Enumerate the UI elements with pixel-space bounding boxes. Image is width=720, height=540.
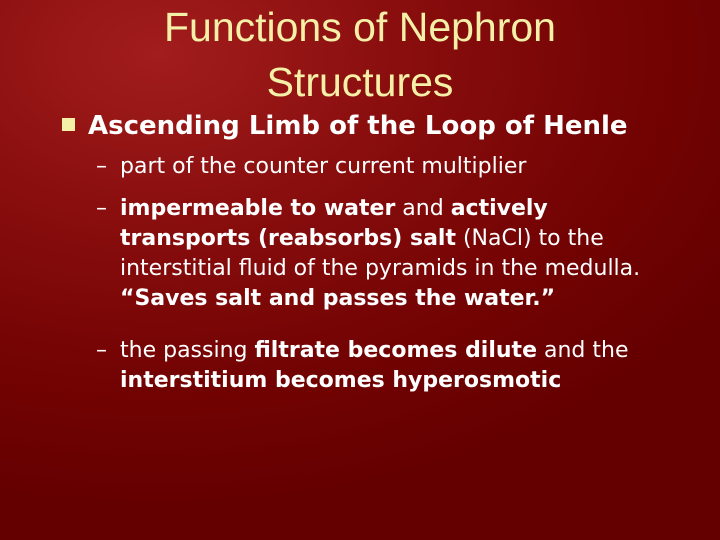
- main-bullet: [62, 108, 628, 144]
- plain-text: and: [395, 196, 451, 221]
- plain-text: the passing: [120, 338, 255, 363]
- bold-text: actively: [450, 196, 548, 221]
- sub-bullet-3: [96, 336, 706, 396]
- bold-text: transports (reabsorbs) salt: [120, 226, 456, 251]
- dash-icon: –: [96, 154, 107, 179]
- plain-text: and the: [537, 338, 629, 363]
- bold-text: impermeable to water: [120, 196, 396, 221]
- sub-bullet-2: [96, 194, 706, 314]
- main-bullet-text: Ascending Limb of the Loop of Henle: [88, 111, 628, 141]
- square-bullet-icon: [62, 118, 75, 131]
- sub-bullet-1-text: part of the counter current multiplier: [120, 154, 527, 179]
- title-line-1: Functions of Nephron: [163, 4, 556, 50]
- dash-icon: –: [96, 196, 107, 221]
- title-line-2: Structures: [266, 59, 454, 105]
- sub-bullet-3-line-2: interstitium becomes hyperosmotic: [120, 368, 562, 393]
- slide-title: [60, 0, 660, 110]
- sub-bullet-2-quote: “Saves salt and passes the water.”: [120, 286, 556, 311]
- sub-bullet-3-line-1: [96, 336, 706, 366]
- sub-bullet-2-line-2: [96, 224, 706, 254]
- bold-text: filtrate becomes dilute: [254, 338, 537, 363]
- sub-bullet-1: [96, 152, 706, 182]
- sub-bullet-2-line-1: [96, 194, 706, 224]
- dash-icon: –: [96, 338, 107, 363]
- plain-text: (NaCl) to the: [455, 226, 604, 251]
- sub-bullet-2-line-3: interstitial fluid of the pyramids in the medulla.: [120, 256, 641, 281]
